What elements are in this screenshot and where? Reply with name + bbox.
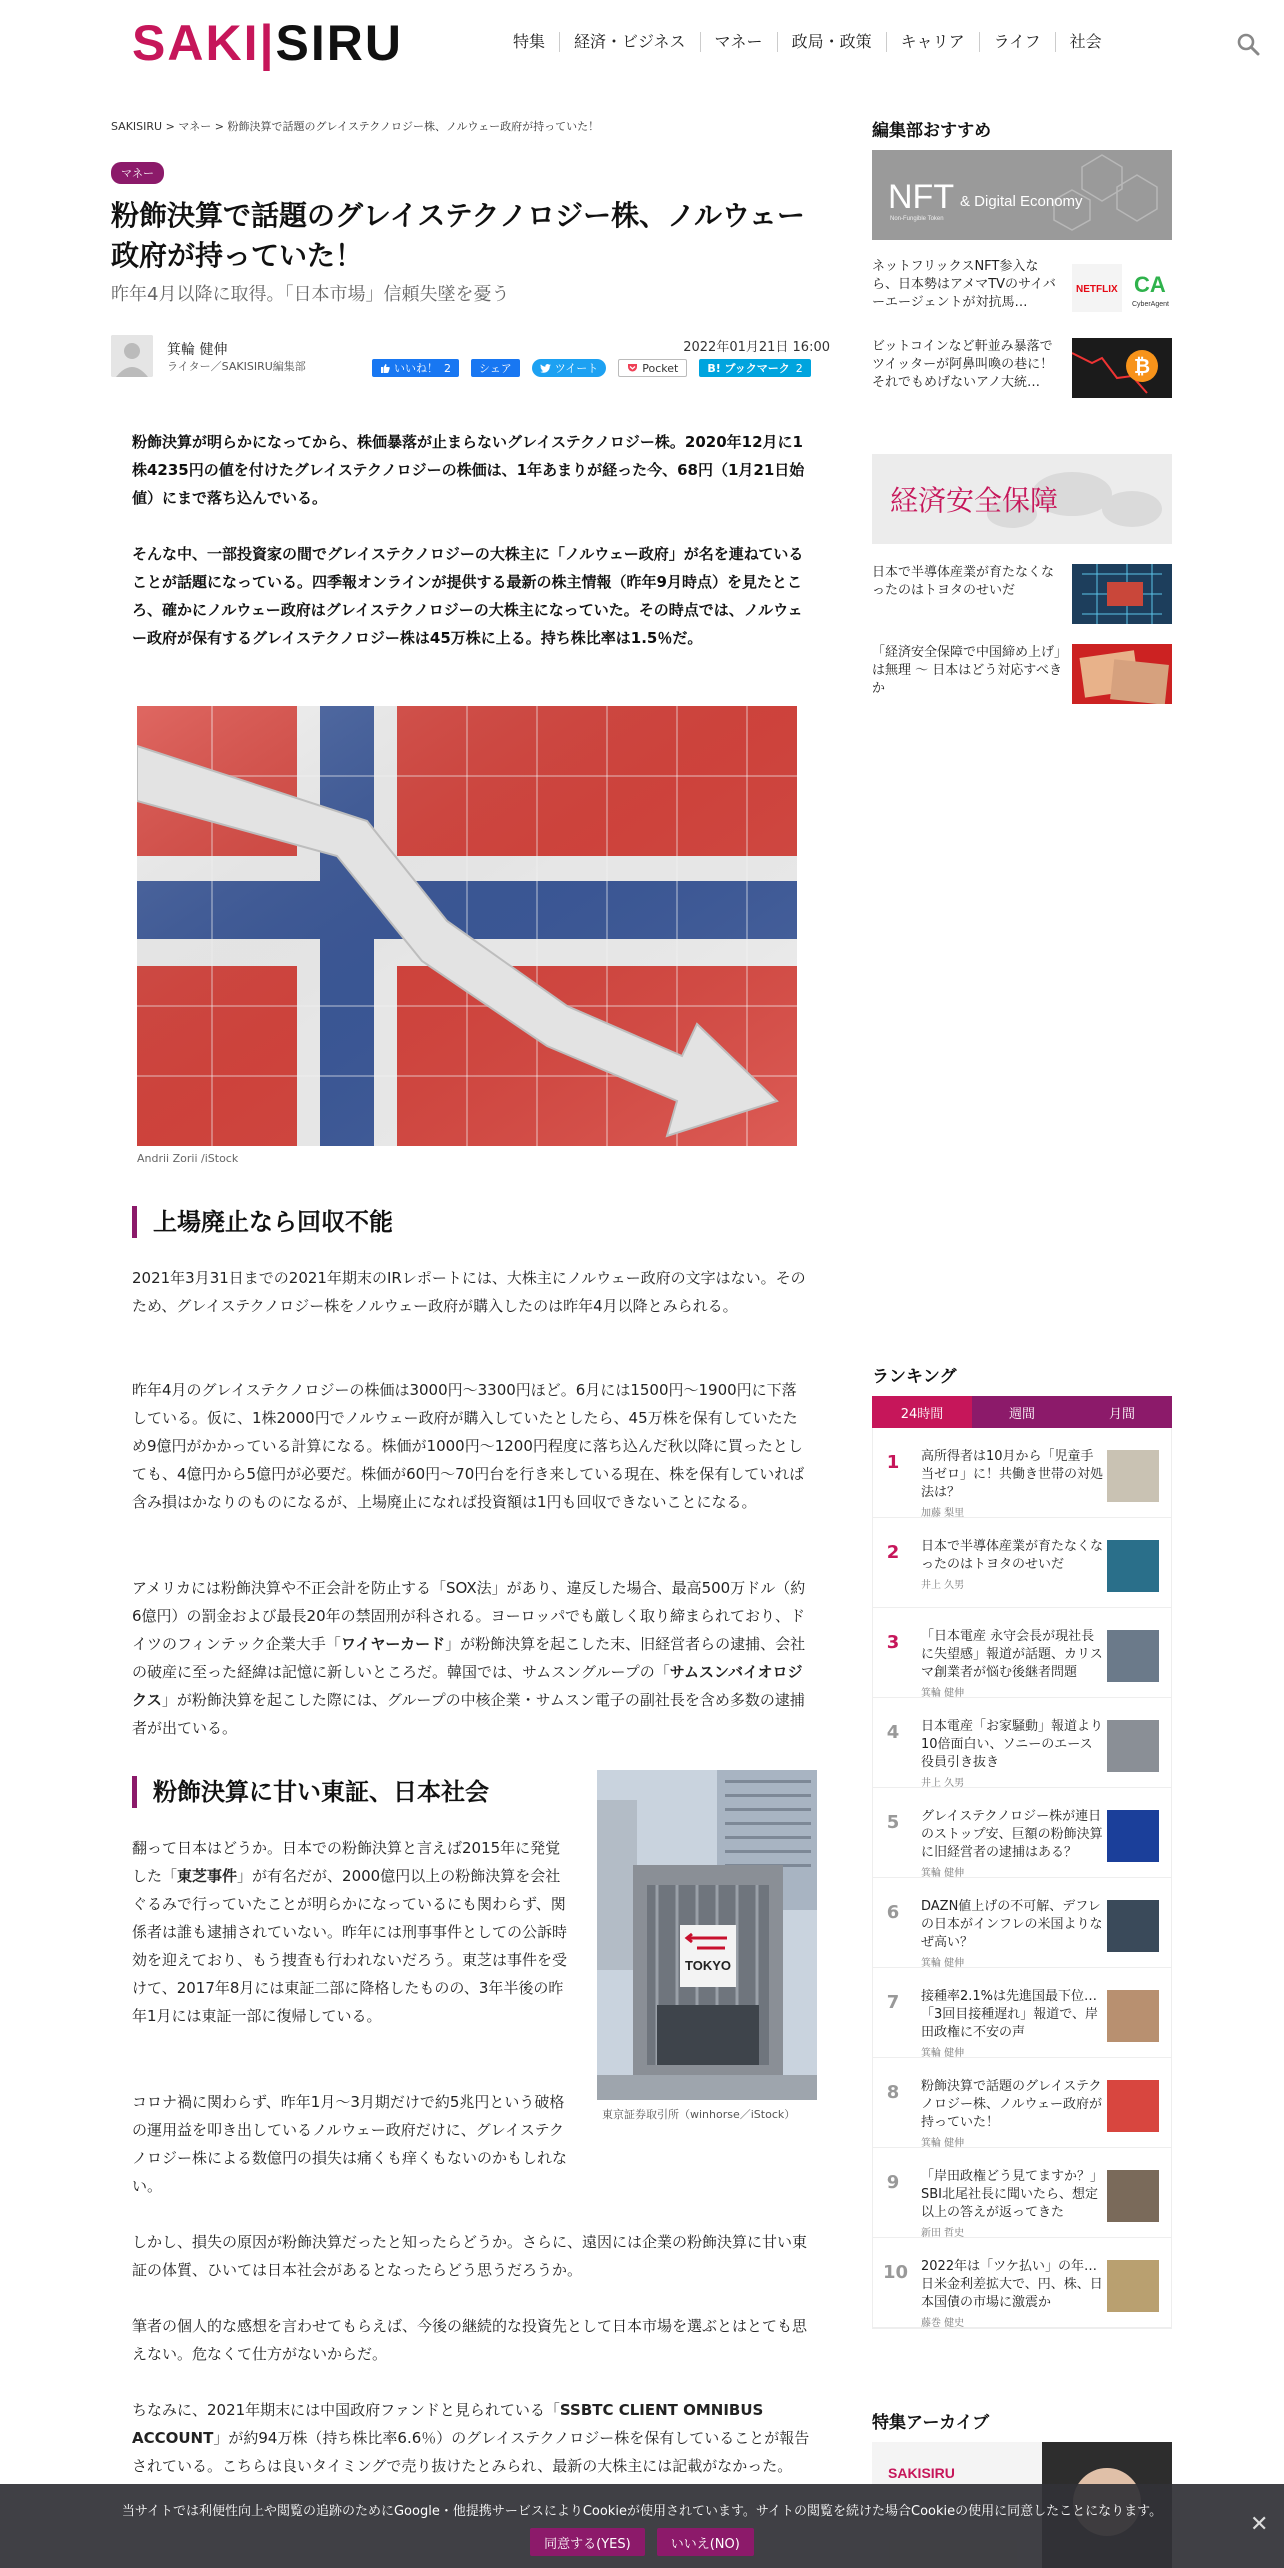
ranking-thumb xyxy=(1107,1810,1159,1862)
cookie-consent-bar xyxy=(0,2484,1284,2568)
article-subtitle: 昨年4月以降に取得。「日本市場」信頼失墜を憂う xyxy=(111,284,510,305)
netflix-thumb-text: NETFLIX xyxy=(1076,284,1118,295)
ranking-item[interactable] xyxy=(873,1608,1171,1698)
text-bold: SSBTC CLIENT OMNIBUS ACCOUNT xyxy=(132,2401,764,2447)
site-header xyxy=(0,0,1284,84)
body-paragraph: 昨年4月のグレイステクノロジーの株価は3000円～3300円ほど。6月には1500円～1900円に下落している。仮に、1株2000円でノルウェー政府が購入していたとしたら、45万株を保有していたため9億円がかかっている計算になる。株価が1000円～1200円程度に落ち込んだ秋以降に買ったとしても、4億円から5億円が必要だ。株価が60円～70円台を行き来している現在、株を保有していれば含み損はかなりのものになるが、上場廃止になれば投資額は1円も回収できないことになる。 xyxy=(132,1381,805,1511)
recommend-heading: 編集部おすすめ xyxy=(872,121,992,141)
ranking-item[interactable] xyxy=(873,2148,1171,2238)
tweet-button[interactable] xyxy=(532,359,606,377)
ranking-author: 藤巻 健史 xyxy=(921,2318,965,2329)
breadcrumb-current: 粉飾決算で話題のグレイステクノロジー株、ノルウェー政府が持っていた！ xyxy=(227,120,600,133)
economic-security-banner-graphic xyxy=(872,454,1172,544)
nft-banner-subtitle: & Digital Economy xyxy=(960,193,1083,210)
nft-banner-graphic xyxy=(872,150,1172,240)
semiconductor-thumb xyxy=(1072,564,1172,624)
tweet-label: ツイート xyxy=(554,362,599,375)
norway-flag-falling-chart-illustration xyxy=(137,706,797,1146)
ranking-number: 9 xyxy=(886,2172,900,2193)
tokyo-stock-exchange-building-photo xyxy=(597,1770,817,2100)
body-paragraph: コロナ禍に関わらず、昨年1月～3月期だけで約5兆円という破格の運用益を叩き出しているノルウェー政府だけに、グレイステクノロジー株による数億円の損失は痛くも痒くもないのかもしれない。 xyxy=(132,2093,568,2195)
ranking-number: 8 xyxy=(886,2082,900,2103)
nav-life[interactable]: ライフ xyxy=(979,32,1055,52)
ranking-author: 井上 久男 xyxy=(921,1778,965,1789)
ranking-number: 6 xyxy=(886,1902,900,1923)
nav-politics[interactable]: 政局・政策 xyxy=(777,32,886,52)
economic-security-banner[interactable] xyxy=(872,454,1172,544)
nav-society[interactable]: 社会 xyxy=(1055,32,1116,52)
ranking-title: 接種率2.1%は先進国最下位…「3回目接種遅れ」報道で、岸田政権に不安の声 xyxy=(921,1989,1099,2040)
bitcoin-crash-thumb xyxy=(1072,338,1172,398)
tab-monthly[interactable]: 月間 xyxy=(1108,1406,1135,1422)
ranking-thumb xyxy=(1107,2170,1159,2222)
nft-banner-tag: Non-Fungible Token xyxy=(890,216,944,222)
ranking-title: 高所得者は10月から「児童手当ゼロ」に！共働き世帯の対処法は？ xyxy=(921,1449,1104,1500)
cookie-decline-button[interactable]: いいえ(NO) xyxy=(657,2528,754,2556)
ranking-item[interactable] xyxy=(873,1428,1171,1518)
ranking-item[interactable] xyxy=(873,1878,1171,1968)
article-title: 粉飾決算で話題のグレイステクノロジー株、ノルウェー政府が持っていた！ xyxy=(111,199,805,272)
logo-saki: SAKI xyxy=(132,15,260,71)
tab-24h[interactable]: 24時間 xyxy=(872,1396,972,1428)
twitter-bird-icon xyxy=(540,364,551,373)
ranking-title: 粉飾決算で話題のグレイステクノロジー株、ノルウェー政府が持っていた！ xyxy=(921,2079,1102,2130)
main-nav xyxy=(497,30,1116,54)
economic-security-title: 経済安全保障 xyxy=(890,484,1059,517)
ranking-thumb xyxy=(1107,1630,1159,1682)
logo-bar: | xyxy=(259,15,276,71)
breadcrumb-money[interactable]: マネー xyxy=(178,120,212,133)
ranking-author: 新田 哲史 xyxy=(921,2228,965,2239)
breadcrumb-home[interactable]: SAKISIRU xyxy=(111,120,163,133)
text-span: 」が有名だが、2000億円以上の粉飾決算を会社ぐるみで行っていたことが明らかになっているにも関わらず、関係者は誰も逮捕されていない。昨年には刑事事件としての公訴時効を迎えており、もう捜査も行われないだろう。東芝は事件を受けて、2017年8月には東証二部に降格したものの、3年半後の昨年1月には東証一部に復帰している。 xyxy=(132,1867,568,2025)
ranking-thumb xyxy=(1107,1990,1159,2042)
tse-sign-text: TOKYO xyxy=(685,1958,731,1973)
cookie-buttons xyxy=(0,2528,1284,2556)
ranking-number: 10 xyxy=(883,2262,909,2283)
logo-siru: SIRU xyxy=(275,15,403,71)
section-heading: 上場廃止なら回収不能 xyxy=(132,1206,393,1238)
article-lead xyxy=(132,428,810,680)
recommend-title: ビットコインなど軒並み暴落でツイッターが阿鼻叫喚の巷に！それでもめげないアノ大統… xyxy=(872,339,1054,390)
pocket-button[interactable] xyxy=(618,359,687,377)
archive-heading: 特集アーカイブ xyxy=(872,2413,990,2433)
hatena-count: 2 xyxy=(795,361,803,375)
nav-career[interactable]: キャリア xyxy=(886,32,979,52)
ranking-item[interactable] xyxy=(873,1518,1171,1608)
text-span: 」が粉飾決算を起こした際には、グループの中核企業・サムスン電子の副社長を含め多数の逮捕者が出ている。 xyxy=(132,1691,805,1737)
ranking-author: 井上 久男 xyxy=(921,1580,965,1591)
body-paragraph xyxy=(132,2396,810,2480)
recommend-title: ネットフリックスNFT参入なら、日本勢はアメマTVのサイバーエージェントが対抗馬… xyxy=(872,259,1056,310)
recommend-thumb xyxy=(1072,644,1172,704)
ranking-thumb xyxy=(1107,1720,1159,1772)
bitcoin-icon: ₿ xyxy=(1133,354,1151,378)
ca-thumb-text: CA xyxy=(1134,272,1166,297)
lead-paragraph: 粉飾決算が明らかになってから、株価暴落が止まらないグレイステクノロジー株。2020年12月に1株4235円の値を付けたグレイステクノロジーの株価は、1年あまりが経った今、68円（1月21日始値）にまで落ち込んでいる。 xyxy=(132,433,805,507)
recommend-title: 日本で半導体産業が育たなくなったのはトヨタのせいだ xyxy=(872,565,1055,598)
archive-logo: SAKISIRU xyxy=(888,2465,955,2481)
avatar[interactable] xyxy=(111,335,153,377)
ranking-author: 箕輪 健伸 xyxy=(921,2138,965,2149)
ranking-thumb xyxy=(1107,1900,1159,1952)
pocket-icon xyxy=(627,363,638,373)
site-logo[interactable] xyxy=(132,15,403,71)
ranking-author: 箕輪 健伸 xyxy=(921,1868,965,1879)
facebook-share-button[interactable]: シェア xyxy=(471,359,520,377)
author-name[interactable]: 箕輪 健伸 xyxy=(167,342,228,358)
ranking-title: 日本電産「お家騒動」報道より10倍面白い、ソニーのエース役員引き抜き xyxy=(921,1719,1104,1770)
avatar-placeholder-icon xyxy=(111,335,153,377)
lead-paragraph: そんな中、一部投資家の間でグレイステクノロジーの大株主に「ノルウェー政府」が名を連ねていることが話題になっている。四季報オンラインが提供する最新の株主情報（昨年9月時点）を見たところ、確かにノルウェー政府はグレイステクノロジーの大株主になっていた。その時点では、ノルウェー政府が保有するグレイステクノロジー株は45万株に上る。持ち株比率は1.5％だ。 xyxy=(132,545,804,647)
recommend-thumb xyxy=(1072,564,1172,624)
breadcrumb-sep: > xyxy=(211,120,228,133)
author-role: ライター／SAKISIRU編集部 xyxy=(167,360,306,373)
ranking-item[interactable] xyxy=(873,1698,1171,1788)
cookie-accept-button[interactable]: 同意する(YES) xyxy=(530,2528,645,2556)
nft-banner-title: NFT xyxy=(888,178,955,216)
netflix-cyberagent-thumb xyxy=(1072,258,1172,318)
ranking-thumb xyxy=(1107,1450,1159,1502)
ranking-tabs xyxy=(872,1396,1172,1428)
ranking-heading: ランキング xyxy=(872,1367,957,1387)
search-icon[interactable] xyxy=(1236,32,1260,56)
ranking-item[interactable] xyxy=(873,1788,1171,1878)
section-heading: 粉飾決算に甘い東証、日本社会 xyxy=(132,1776,489,1808)
like-label: いいね！ xyxy=(394,362,438,375)
ranking-number: 3 xyxy=(886,1632,900,1653)
ranking-list xyxy=(872,1428,1172,2329)
category-badge[interactable]: マネー xyxy=(111,162,164,184)
ranking-author: 加藤 梨里 xyxy=(921,1508,965,1519)
text-bold: 東芝事件 xyxy=(177,1867,238,1885)
ranking-title: 2022年は「ツケ払い」の年…日米金利差拡大で、円、株、日本国債の市場に激震か xyxy=(921,2259,1103,2310)
text-bold: ワイヤーカード xyxy=(340,1635,446,1653)
body-paragraph: 2021年3月31日までの2021年期末のIRレポートには、大株主にノルウェー政府の文字はない。そのため、グレイステクノロジー株をノルウェー政府が購入したのは昨年4月以降とみられる。 xyxy=(132,1269,806,1315)
ranking-title: 「日本電産 永守会長が現社長に失望感」報道が話題、カリスマ創業者が悩む後継者問題 xyxy=(921,1629,1103,1680)
ranking-number: 7 xyxy=(886,1992,900,2013)
text-span: 翻って日本はどうか。日本での粉飾決算と言えば2015年に発覚した「 xyxy=(132,1839,561,1885)
recommend-item[interactable] xyxy=(872,258,1172,318)
ranking-title: 日本で半導体産業が育たなくなったのはトヨタのせいだ xyxy=(921,1539,1104,1572)
hero-credit: Andrii Zorii /iStock xyxy=(137,1152,239,1165)
tab-weekly[interactable]: 週間 xyxy=(1008,1406,1035,1422)
recommend-item[interactable] xyxy=(872,338,1172,398)
text-bold: サムスンバイオロジクス xyxy=(132,1663,803,1709)
close-icon[interactable]: ✕ xyxy=(1250,2512,1269,2537)
ranking-title: 「岸田政権どう見てますか？」SBI北尾社長に聞いたら、想定以上の答えが返ってきた xyxy=(921,2169,1104,2220)
pocket-label: Pocket xyxy=(642,361,679,375)
thumbs-up-icon xyxy=(380,363,390,373)
ranking-number: 5 xyxy=(886,1812,900,1833)
breadcrumb xyxy=(111,118,599,134)
like-count: 2 xyxy=(444,361,451,375)
ranking-number: 1 xyxy=(886,1452,900,1473)
ranking-title: DAZN値上げの不可解、デフレの日本がインフレの米国よりなぜ高い？ xyxy=(921,1899,1103,1950)
recommend-title: 「経済安全保障で中国締め上げ」は無理 〜 日本はどう対応すべきか xyxy=(872,645,1063,696)
body-paragraph xyxy=(132,1834,572,2030)
ranking-title: グレイステクノロジー株が連日のストップ安、巨額の粉飾決算に旧経営者の逮捕はある？ xyxy=(921,1809,1103,1860)
text-span: 」が粉飾決算を起こした末、旧経営者らの逮捕、会社の破産に至った経緯は記憶に新しいところだ。韓国では、サムスングループの「 xyxy=(132,1635,806,1681)
body-paragraph xyxy=(132,1574,810,1742)
nav-economy[interactable]: 経済・ビジネス xyxy=(559,32,700,52)
ranking-thumb xyxy=(1107,2080,1159,2132)
china-economy-thumb xyxy=(1072,644,1172,704)
ranking-thumb xyxy=(1107,1540,1159,1592)
tse-photo xyxy=(597,1770,817,2100)
ranking-item[interactable] xyxy=(873,2058,1171,2148)
ranking-thumb xyxy=(1107,2260,1159,2312)
publish-date: 2022年01月21日 16:00 xyxy=(683,340,830,355)
nft-banner[interactable] xyxy=(872,150,1172,240)
text-span: ちなみに、2021年期末には中国政府ファンドと見られている「 xyxy=(132,2401,560,2419)
cyberagent-thumb-text: CyberAgent xyxy=(1132,301,1169,308)
recommend-thumb xyxy=(1072,338,1172,398)
body-paragraph: 筆者の個人的な感想を言わせてもらえば、今後の継続的な投資先として日本市場を選ぶとはとても思えない。危なくて仕方がないからだ。 xyxy=(132,2317,808,2363)
text-span: アメリカには粉飾決算や不正会計を防止する「SOX法」があり、違反した場合、最高500万ドル（約6億円）の罰金および最長20年の禁固刑が科される。ヨーロッパでも厳しく取り締まられており、ドイツのフィンテック企業大手「 xyxy=(132,1579,806,1653)
ranking-number: 4 xyxy=(886,1722,900,1743)
breadcrumb-sep: > xyxy=(162,120,179,133)
hero-image xyxy=(137,706,797,1146)
hatena-label: B! ブックマーク xyxy=(707,362,790,375)
cookie-text: 当サイトでは利便性向上や閲覧の追跡のためにGoogle・他提携サービスによりCookieが使用されています。サイトの閲覧を続けた場合Cookieの使用に同意したことになります。 xyxy=(121,2504,1163,2519)
hatena-bookmark-button[interactable] xyxy=(699,359,810,377)
nav-tokushu[interactable]: 特集 xyxy=(513,32,546,51)
recommend-thumb xyxy=(1072,258,1172,318)
tse-credit: 東京証券取引所（winhorse／iStock） xyxy=(602,2108,796,2121)
ranking-item[interactable] xyxy=(873,2238,1171,2328)
recommend-item[interactable] xyxy=(872,564,1172,624)
ranking-author: 箕輪 健伸 xyxy=(921,1958,965,1969)
facebook-like-button[interactable] xyxy=(372,359,459,377)
share-buttons xyxy=(372,358,823,378)
ranking-author: 箕輪 健伸 xyxy=(921,1688,965,1699)
ranking-item[interactable] xyxy=(873,1968,1171,2058)
recommend-item[interactable] xyxy=(872,644,1172,704)
nav-money[interactable]: マネー xyxy=(700,32,777,52)
ranking-number: 2 xyxy=(886,1542,900,1563)
ranking-author: 箕輪 健伸 xyxy=(921,2048,965,2059)
body-paragraph: しかし、損失の原因が粉飾決算だったと知ったらどうか。さらに、遠因には企業の粉飾決算に甘い東証の体質、ひいては日本社会があるとなったらどう思うだろうか。 xyxy=(132,2233,808,2279)
text-span: 」が約94万株（持ち株比率6.6％）のグレイステクノロジー株を保有していることが報告されている。こちらは良いタイミングで売り抜けたとみられ、最新の大株主には記載がなかった。 xyxy=(132,2429,810,2475)
